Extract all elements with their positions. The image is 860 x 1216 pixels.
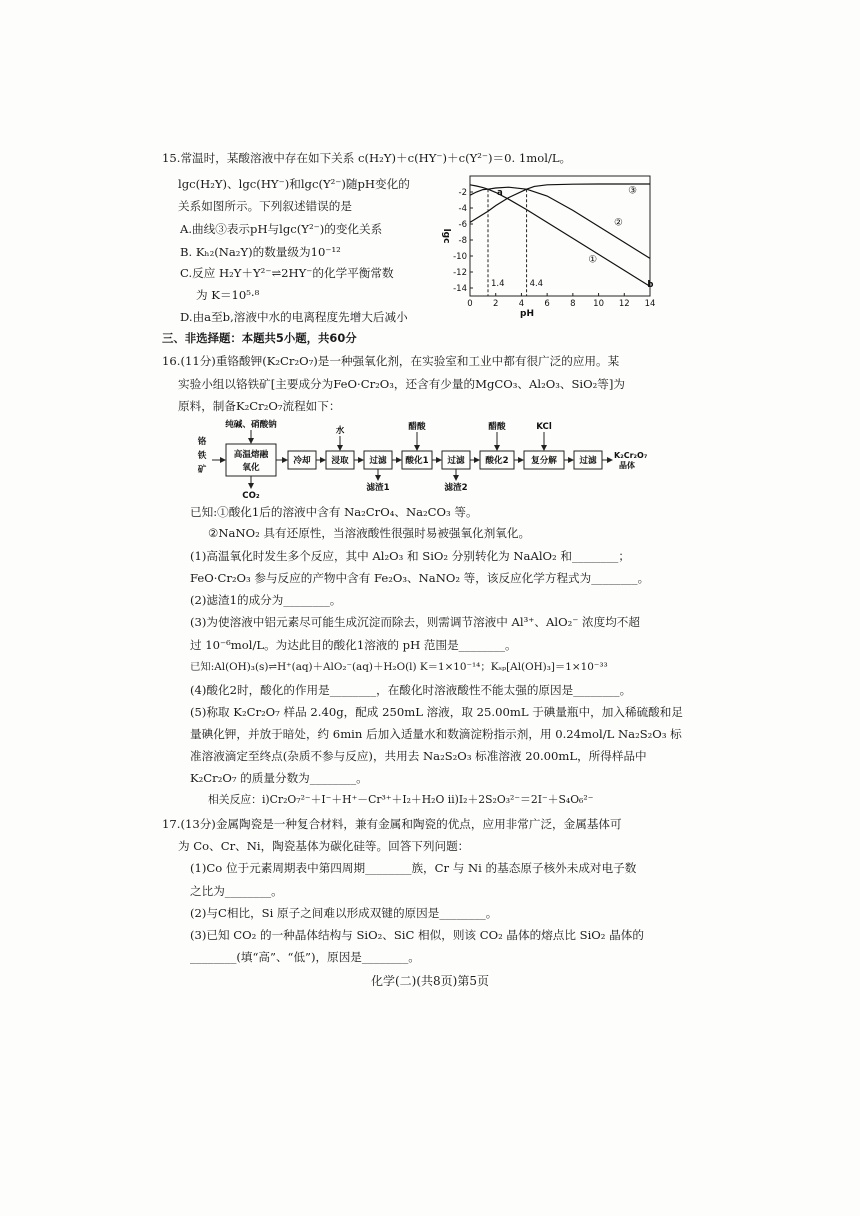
- q15-option-a: A.曲线③表示pH与lgc(Y²⁻)的变化关系: [180, 222, 383, 236]
- q16-stem-line1: 16.(11分)重铬酸钾(K₂Cr₂O₇)是一种强氧化剂，在实验室和工业中都有很广泛的应用。某: [162, 354, 620, 368]
- curve-2: [470, 187, 650, 258]
- flow-ore-2: 铁: [197, 451, 207, 461]
- flow-kcl: KCl: [536, 422, 552, 432]
- flow-residue-1: 滤渣1: [366, 483, 390, 493]
- flow-filter-2: 过滤: [447, 456, 465, 466]
- q16-sub4: (4)酸化2时，酸化的作用是________，在酸化时溶液酸性不能太强的原因是________。: [190, 683, 632, 697]
- section-3-heading: 三、非选择题：本题共5小题，共60分: [162, 331, 357, 345]
- curve-label-3: ③: [628, 185, 638, 197]
- q16-sub5-line4: K₂Cr₂O₇ 的质量分数为________。: [190, 771, 368, 785]
- q16-sub3-line1: (3)为使溶液中铝元素尽可能生成沉淀而除去，则需调节溶液中 Al³⁺、AlO₂⁻ 浓度均不超: [190, 615, 640, 629]
- q16-sub5-line2: 量碘化钾，并放于暗处，约 6min 后加入适量水和数滴淀粉指示剂，用 0.24mol/L Na₂S₂O₃ 标: [190, 727, 682, 741]
- flow-product-1: K₂Cr₂O₇: [614, 451, 648, 460]
- q17-sub2: (2)与C相比，Si 原子之间难以形成双键的原因是________。: [190, 906, 498, 920]
- y-tick-label: -14: [453, 284, 467, 294]
- curve-label-1: ①: [588, 254, 598, 266]
- q16-stem-line2: 实验小组以铬铁矿[主要成分为FeO·Cr₂O₃，还含有少量的MgCO₃、Al₂O₃、SiO₂等]为: [178, 377, 625, 391]
- point-label-a: a: [497, 187, 503, 198]
- y-tick-label: -6: [458, 220, 467, 230]
- q15-stem-line2: lgc(H₂Y)、lgc(HY⁻)和lgc(Y²⁻)随pH变化的: [178, 177, 410, 191]
- process-flow-diagram: [196, 418, 648, 502]
- x-tick-label: 2: [493, 299, 499, 309]
- q16-sub3-given: 已知:Al(OH)₃(s)⇌H⁺(aq)＋AlO₂⁻(aq)＋H₂O(l) K＝1×10⁻¹⁴；Kₛₚ[Al(OH)₃]＝1×10⁻³³: [190, 661, 608, 673]
- q17-sub1-line2: 之比为________。: [190, 884, 283, 898]
- x-tick-label: 10: [593, 299, 604, 309]
- q15-stem-line3: 关系如图所示。下列叙述错误的是: [178, 199, 352, 213]
- flow-acetic-1: 醋酸: [408, 422, 426, 432]
- flow-co2: CO₂: [242, 491, 260, 501]
- x-tick-label: 6: [544, 299, 550, 309]
- q17-sub1-line1: (1)Co 位于元素周期表中第四周期________族，Cr 与 Ni 的基态原子核外未成对电子数: [190, 861, 637, 875]
- q16-sub5-line1: (5)称取 K₂Cr₂O₇ 样品 2.40g，配成 250mL 溶液，取 25.00mL 于碘量瓶中，加入稀硫酸和足: [190, 705, 683, 719]
- x-tick-label: 8: [570, 299, 576, 309]
- flow-filter-3: 过滤: [579, 456, 597, 466]
- flow-water: 水: [335, 426, 345, 436]
- flow-decomp: 复分解: [531, 456, 557, 466]
- q16-stem-line3: 原料，制备K₂Cr₂O₇流程如下：: [178, 399, 341, 413]
- y-tick-label: -12: [453, 268, 467, 278]
- flow-furnace-1: 高温熔融: [233, 450, 269, 460]
- q16-known-1: 已知:①酸化1后的溶液中含有 Na₂CrO₄、Na₂CO₃ 等。: [190, 505, 478, 519]
- flow-acetic-2: 醋酸: [488, 422, 506, 432]
- flow-filter-1: 过滤: [369, 456, 387, 466]
- x-axis-label: pH: [520, 309, 534, 319]
- x-tick-label: 12: [618, 299, 630, 309]
- dashed-guide-label: 4.4: [529, 279, 544, 289]
- flow-residue-2: 滤渣2: [444, 483, 468, 493]
- x-tick-label: 14: [644, 299, 656, 309]
- q17-stem-line1: 17.(13分)金属陶瓷是一种复合材料，兼有金属和陶瓷的优点，应用非常广泛，金属基体可: [162, 817, 622, 831]
- x-tick-label: 4: [518, 299, 525, 309]
- q15-option-b: B. Kₕ₂(Na₂Y)的数量级为10⁻¹²: [180, 245, 341, 259]
- y-tick-label: -10: [453, 252, 467, 262]
- q16-related-reactions: 相关反应：ⅰ)Cr₂O₇²⁻＋I⁻＋H⁺－Cr³⁺＋I₂＋H₂O ⅱ)I₂＋2S₂O₃²⁻＝2I⁻＋S₄O₆²⁻: [208, 793, 594, 806]
- q16-known-2: ②NaNO₂ 具有还原性，当溶液酸性很强时易被强氧化剂氧化。: [208, 526, 531, 540]
- flow-ore-1: 铬: [197, 437, 207, 447]
- flow-cool: 冷却: [293, 456, 311, 466]
- flow-acid-1: 酸化1: [405, 456, 429, 466]
- q16-sub1-line2: FeO·Cr₂O₃ 参与反应的产物中含有 Fe₂O₃、NaNO₂ 等，该反应化学方程式为________。: [190, 571, 650, 585]
- q16-sub3-line2: 过 10⁻⁶mol/L。为达此目的酸化1溶液的 pH 范围是________。: [190, 638, 517, 652]
- q16-sub5-line3: 准溶液滴定至终点(杂质不参与反应)，共用去 Na₂S₂O₃ 标准溶液 20.00mL，所得样品中: [190, 749, 647, 763]
- page-footer: 化学(二)(共8页)第5页: [371, 974, 489, 988]
- point-label-b: b: [647, 279, 654, 290]
- q15-option-c-line1: C.反应 H₂Y＋Y²⁻⇌2HY⁻的化学平衡常数: [180, 266, 394, 280]
- dashed-guide-label: 1.4: [491, 279, 505, 289]
- q17-stem-line2: 为 Co、Cr、Ni，陶瓷基体为碳化硅等。回答下列问题：: [178, 839, 470, 853]
- flow-product-2: 晶体: [619, 461, 635, 470]
- flow-input-soda-nitrate: 纯碱、硝酸钠: [225, 420, 277, 430]
- q15-option-c-line2: 为 K＝10⁵·⁸: [196, 288, 260, 302]
- curve-1: [470, 185, 650, 287]
- flow-acid-2: 酸化2: [485, 456, 509, 466]
- flow-leach: 浸取: [331, 456, 349, 466]
- q15-option-d: D.由a至b,溶液中水的电离程度先增大后减小: [180, 310, 408, 324]
- q15-stem-line1: 15.常温时，某酸溶液中存在如下关系 c(H₂Y)＋c(HY⁻)＋c(Y²⁻)＝0. 1mol/L。: [162, 151, 572, 165]
- x-tick-label: 0: [467, 299, 473, 309]
- y-tick-label: -4: [458, 204, 467, 214]
- flow-ore-3: 矿: [197, 465, 207, 475]
- q17-sub3-line2: ________(填“高”、“低”)，原因是________。: [190, 950, 420, 964]
- y-tick-label: -2: [458, 188, 467, 198]
- flow-furnace-2: 氧化: [242, 463, 260, 473]
- q17-sub3-line1: (3)已知 CO₂ 的一种晶体结构与 SiO₂、SiC 相似，则该 CO₂ 晶体的熔点比 SiO₂ 晶体的: [190, 928, 644, 942]
- lgc-ph-chart: [436, 168, 662, 328]
- y-tick-label: -8: [458, 236, 467, 246]
- y-axis-label: lgc: [441, 228, 451, 244]
- q16-sub1-line1: (1)高温氧化时发生多个反应，其中 Al₂O₃ 和 SiO₂ 分别转化为 NaAlO₂ 和________；: [190, 549, 630, 563]
- curve-label-2: ②: [614, 217, 623, 229]
- q16-sub2: (2)滤渣1的成分为________。: [190, 593, 342, 607]
